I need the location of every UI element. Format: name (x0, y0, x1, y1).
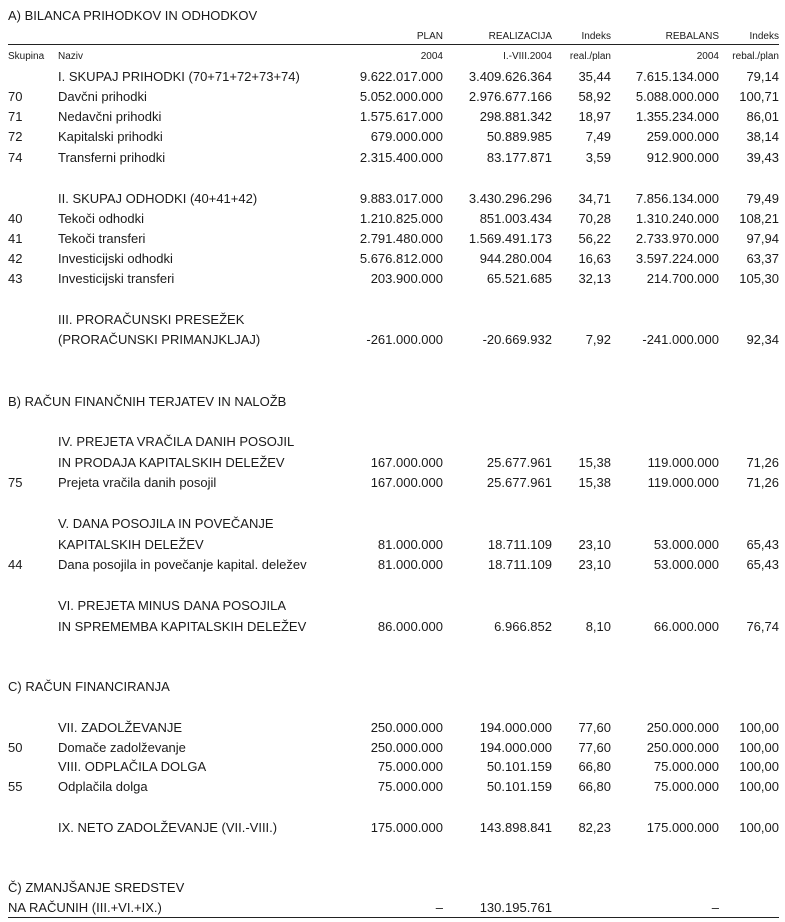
section-d-title-line2: NA RAČUNIH (III.+VI.+IX.) (8, 900, 162, 915)
row-name: IV. PREJETA VRAČILA DANIH POSOJIL (58, 434, 295, 449)
row-plan: 167.000.000 (370, 475, 443, 490)
row-indeks-rebal-plan: 65,43 (746, 557, 779, 572)
header-indeks-2: Indeks (749, 31, 779, 42)
row-realizacija: 50.101.159 (486, 779, 552, 794)
row-rebalans: 912.900.000 (646, 150, 719, 165)
row-indeks-rebal-plan: 100,00 (739, 720, 779, 735)
header-realizacija: REALIZACIJA (488, 31, 552, 42)
row-name: VIII. ODPLAČILA DOLGA (58, 759, 207, 774)
row-indeks-real-plan: 23,10 (578, 537, 611, 552)
row-name: Prejeta vračila danih posojil (58, 475, 217, 490)
final-plan: – (435, 900, 443, 915)
section-a-title: A) BILANCA PRIHODKOV IN ODHODKOV (8, 8, 258, 23)
row-realizacija: 194.000.000 (479, 720, 552, 735)
row-realizacija: 143.898.841 (479, 820, 552, 835)
row-code: 43 (8, 271, 23, 286)
row-rebalans: 7.856.134.000 (635, 191, 719, 206)
row-indeks-rebal-plan: 79,49 (746, 191, 779, 206)
section-c-title: C) RAČUN FINANCIRANJA (8, 679, 170, 694)
row-name: Investicijski transferi (58, 271, 175, 286)
header-naziv: Naziv (58, 51, 84, 62)
row-realizacija: 298.881.342 (479, 109, 552, 124)
row-realizacija: 18.711.109 (487, 557, 552, 572)
row-rebalans: 5.088.000.000 (635, 89, 719, 104)
row-name: Investicijski odhodki (58, 251, 173, 266)
row-indeks-real-plan: 35,44 (578, 69, 611, 84)
row-indeks-real-plan: 56,22 (578, 231, 611, 246)
row-realizacija: 25.677.961 (486, 455, 552, 470)
row-rebalans: 119.000.000 (647, 475, 719, 490)
row-indeks-real-plan: 77,60 (578, 720, 611, 735)
row-name: Kapitalski prihodki (58, 129, 163, 144)
row-indeks-rebal-plan: 100,00 (739, 740, 779, 755)
header-skupina: Skupina (8, 51, 45, 62)
row-rebalans: 119.000.000 (647, 455, 719, 470)
row-indeks-rebal-plan: 38,14 (746, 129, 779, 144)
row-rebalans: 1.310.240.000 (635, 211, 719, 226)
row-name: IN SPREMEMBA KAPITALSKIH DELEŽEV (58, 619, 307, 634)
row-indeks-real-plan: 23,10 (578, 557, 611, 572)
row-indeks-real-plan: 66,80 (578, 779, 611, 794)
row-indeks-real-plan: 66,80 (578, 759, 611, 774)
row-name: Tekoči transferi (58, 231, 146, 246)
row-rebalans: 3.597.224.000 (635, 251, 719, 266)
row-indeks-real-plan: 32,13 (578, 271, 611, 286)
row-plan: 250.000.000 (370, 740, 443, 755)
row-code: 41 (8, 231, 23, 246)
row-rebalans: -241.000.000 (642, 332, 719, 347)
section-b-title: B) RAČUN FINANČNIH TERJATEV IN NALOŽB (8, 394, 287, 409)
row-code: 42 (8, 251, 23, 266)
row-indeks-real-plan: 15,38 (578, 475, 611, 490)
row-code: 75 (8, 475, 23, 490)
row-name: VI. PREJETA MINUS DANA POSOJILA (58, 598, 287, 613)
row-plan: 2.791.480.000 (359, 231, 443, 246)
row-name: KAPITALSKIH DELEŽEV (58, 537, 204, 552)
row-realizacija: -20.669.932 (482, 332, 552, 347)
header-realizacija-period: I.-VIII.2004 (503, 51, 552, 62)
header-rule (8, 44, 779, 45)
row-plan: 5.052.000.000 (359, 89, 443, 104)
header-plan: PLAN (416, 31, 443, 42)
row-rebalans: 75.000.000 (653, 779, 719, 794)
row-plan: 203.900.000 (370, 271, 443, 286)
row-plan: 75.000.000 (377, 759, 443, 774)
row-indeks-real-plan: 77,60 (578, 740, 611, 755)
row-name: Domače zadolževanje (58, 740, 186, 755)
row-indeks-rebal-plan: 100,00 (739, 779, 779, 794)
row-name: V. DANA POSOJILA IN POVEČANJE (58, 516, 274, 531)
row-rebalans: 214.700.000 (646, 271, 719, 286)
row-plan: 2.315.400.000 (359, 150, 443, 165)
row-name: (PRORAČUNSKI PRIMANJKLJAJ) (58, 332, 261, 347)
row-name: III. PRORAČUNSKI PRESEŽEK (58, 312, 245, 327)
row-indeks-real-plan: 58,92 (578, 89, 611, 104)
row-indeks-rebal-plan: 92,34 (746, 332, 779, 347)
row-name: IX. NETO ZADOLŽEVANJE (VII.-VIII.) (58, 820, 278, 835)
row-indeks-real-plan: 7,49 (585, 129, 611, 144)
row-code: 70 (8, 89, 23, 104)
row-plan: 175.000.000 (370, 820, 443, 835)
final-rebalans: – (711, 900, 719, 915)
header-indeks-1: Indeks (581, 31, 611, 42)
row-indeks-real-plan: 8,10 (585, 619, 611, 634)
row-indeks-rebal-plan: 108,21 (739, 211, 779, 226)
row-plan: 1.210.825.000 (359, 211, 443, 226)
row-indeks-real-plan: 82,23 (578, 820, 611, 835)
row-indeks-rebal-plan: 71,26 (746, 455, 779, 470)
row-rebalans: 75.000.000 (653, 759, 719, 774)
row-realizacija: 6.966.852 (494, 619, 552, 634)
row-plan: 679.000.000 (370, 129, 443, 144)
row-rebalans: 53.000.000 (653, 537, 719, 552)
row-name: Transferni prihodki (58, 150, 166, 165)
row-rebalans: 250.000.000 (646, 740, 719, 755)
row-rebalans: 250.000.000 (646, 720, 719, 735)
row-rebalans: 7.615.134.000 (635, 69, 719, 84)
row-realizacija: 3.409.626.364 (468, 69, 552, 84)
row-indeks-real-plan: 3,59 (585, 150, 611, 165)
row-name: II. SKUPAJ ODHODKI (40+41+42) (58, 191, 258, 206)
row-indeks-rebal-plan: 105,30 (739, 271, 779, 286)
row-indeks-real-plan: 15,38 (578, 455, 611, 470)
row-plan: 5.676.812.000 (359, 251, 443, 266)
row-code: 44 (8, 557, 23, 572)
row-realizacija: 2.976.677.166 (468, 89, 552, 104)
row-indeks-rebal-plan: 76,74 (746, 619, 779, 634)
row-realizacija: 18.711.109 (487, 537, 552, 552)
row-indeks-rebal-plan: 97,94 (746, 231, 779, 246)
row-plan: 81.000.000 (377, 537, 443, 552)
row-plan: -261.000.000 (366, 332, 443, 347)
row-name: Tekoči odhodki (58, 211, 144, 226)
header-plan-year: 2004 (420, 51, 443, 62)
row-name: Davčni prihodki (58, 89, 147, 104)
row-name: Dana posojila in povečanje kapital. deležev (58, 557, 307, 572)
section-d-title-line1: Č) ZMANJŠANJE SREDSTEV (8, 880, 185, 895)
row-realizacija: 83.177.871 (486, 150, 552, 165)
row-rebalans: 259.000.000 (646, 129, 719, 144)
row-realizacija: 65.521.685 (486, 271, 552, 286)
row-realizacija: 50.101.159 (486, 759, 552, 774)
final-realizacija: 130.195.761 (479, 900, 552, 915)
row-plan: 9.883.017.000 (359, 191, 443, 206)
row-plan: 250.000.000 (370, 720, 443, 735)
bottom-rule (8, 917, 779, 918)
row-name: Nedavčni prihodki (58, 109, 162, 124)
row-plan: 9.622.017.000 (359, 69, 443, 84)
row-rebalans: 2.733.970.000 (635, 231, 719, 246)
row-name: IN PRODAJA KAPITALSKIH DELEŽEV (58, 455, 285, 470)
row-realizacija: 851.003.434 (479, 211, 552, 226)
row-rebalans: 66.000.000 (653, 619, 719, 634)
row-realizacija: 3.430.296.296 (468, 191, 552, 206)
row-indeks-real-plan: 18,97 (578, 109, 611, 124)
row-plan: 81.000.000 (377, 557, 443, 572)
row-indeks-rebal-plan: 100,71 (739, 89, 779, 104)
row-indeks-real-plan: 34,71 (578, 191, 611, 206)
row-realizacija: 50.889.985 (486, 129, 552, 144)
row-realizacija: 194.000.000 (479, 740, 552, 755)
row-indeks-rebal-plan: 100,00 (739, 820, 779, 835)
row-indeks-rebal-plan: 63,37 (746, 251, 779, 266)
header-indeks-real-plan: real./plan (569, 51, 611, 62)
row-realizacija: 1.569.491.173 (468, 231, 552, 246)
row-indeks-real-plan: 7,92 (585, 332, 611, 347)
row-indeks-rebal-plan: 65,43 (746, 537, 779, 552)
row-realizacija: 944.280.004 (479, 251, 552, 266)
row-indeks-rebal-plan: 79,14 (746, 69, 779, 84)
header-rebalans-year: 2004 (696, 51, 719, 62)
row-rebalans: 175.000.000 (646, 820, 719, 835)
row-rebalans: 53.000.000 (653, 557, 719, 572)
row-indeks-real-plan: 70,28 (578, 211, 611, 226)
row-indeks-rebal-plan: 39,43 (746, 150, 779, 165)
row-code: 50 (8, 740, 23, 755)
row-name: I. SKUPAJ PRIHODKI (70+71+72+73+74) (58, 69, 300, 84)
header-rebalans: REBALANS (665, 31, 719, 42)
row-plan: 167.000.000 (370, 455, 443, 470)
row-code: 55 (8, 779, 23, 794)
row-indeks-real-plan: 16,63 (578, 251, 611, 266)
row-indeks-rebal-plan: 86,01 (746, 109, 779, 124)
row-indeks-rebal-plan: 100,00 (739, 759, 779, 774)
row-name: Odplačila dolga (58, 779, 148, 794)
row-plan: 1.575.617.000 (359, 109, 443, 124)
row-code: 40 (8, 211, 23, 226)
row-code: 74 (8, 150, 23, 165)
row-plan: 75.000.000 (377, 779, 443, 794)
row-plan: 86.000.000 (377, 619, 443, 634)
row-rebalans: 1.355.234.000 (635, 109, 719, 124)
row-code: 72 (8, 129, 23, 144)
row-code: 71 (8, 109, 23, 124)
row-indeks-rebal-plan: 71,26 (746, 475, 779, 490)
row-realizacija: 25.677.961 (486, 475, 552, 490)
header-indeks-rebal-plan: rebal./plan (732, 51, 779, 62)
row-name: VII. ZADOLŽEVANJE (58, 720, 183, 735)
